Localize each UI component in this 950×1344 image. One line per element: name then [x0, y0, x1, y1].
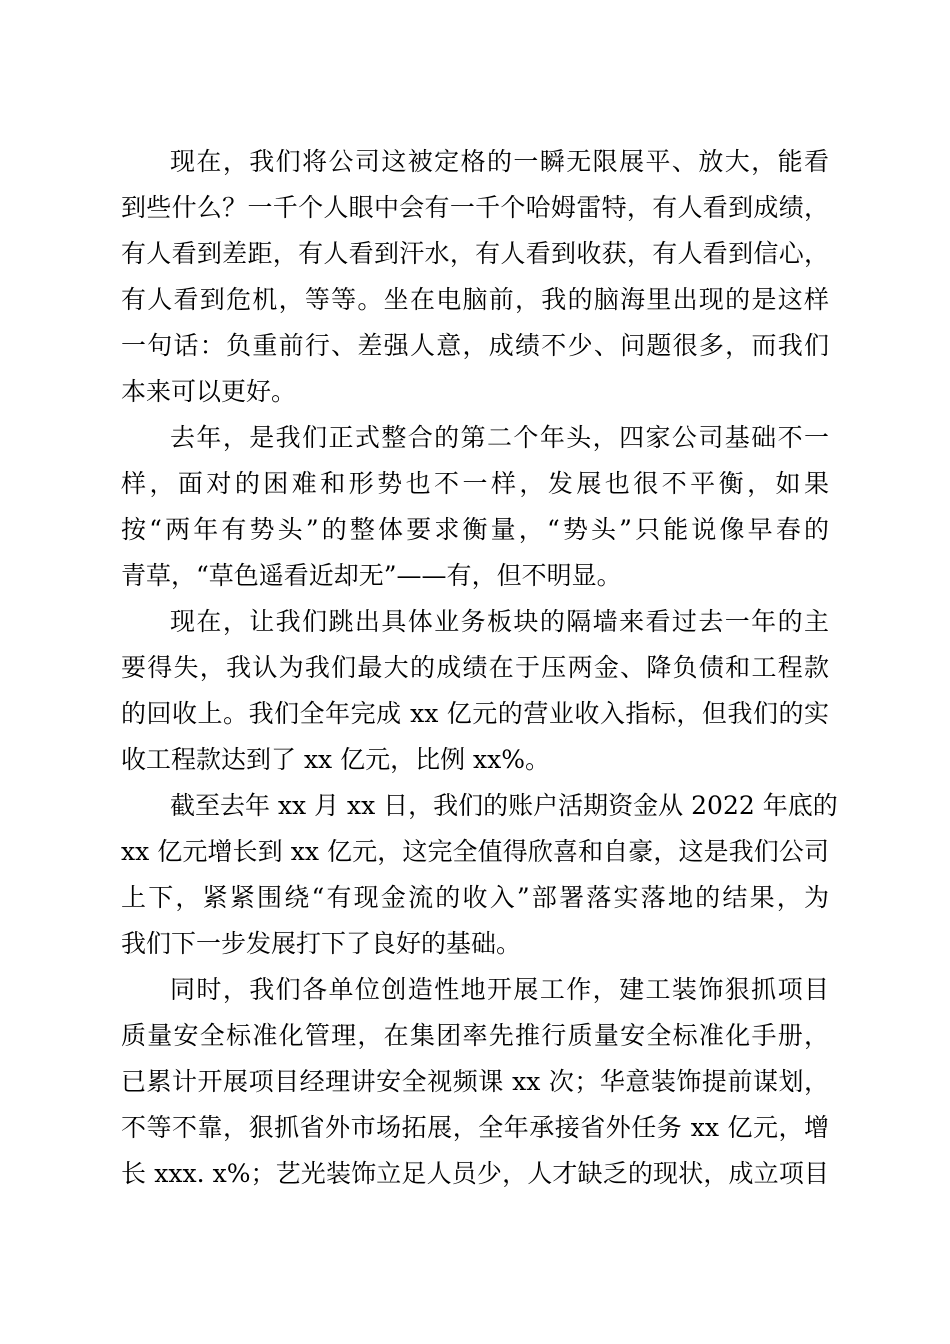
paragraph-1-line-5: 一句话：负重前行、差强人意，成绩不少、问题很多，而我们: [121, 331, 829, 360]
paragraph-4-line-3: 上下，紧紧围绕“有现金流的收入”部署落实落地的结果，为: [121, 883, 829, 912]
paragraph-1-line-1: 现在，我们将公司这被定格的一瞬无限展平、放大，能看: [170, 147, 829, 176]
paragraph-1-line-2: 到些什么？一千个人眼中会有一千个哈姆雷特，有人看到成绩，: [121, 193, 829, 222]
paragraph-4-line-4: 我们下一步发展打下了良好的基础。: [121, 929, 522, 958]
paragraph-3-line-1: 现在，让我们跳出具体业务板块的隔墙来看过去一年的主: [170, 607, 829, 636]
paragraph-5-line-2: 质量安全标准化管理，在集团率先推行质量安全标准化手册，: [121, 1021, 829, 1050]
paragraph-1-line-6: 本来可以更好。: [121, 377, 297, 406]
paragraph-1-line-3: 有人看到差距，有人看到汗水，有人看到收获，有人看到信心，: [121, 239, 829, 268]
paragraph-2-line-1: 去年，是我们正式整合的第二个年头，四家公司基础不一: [170, 423, 829, 452]
paragraph-5-line-3: 已累计开展项目经理讲安全视频课 xx 次；华意装饰提前谋划，: [121, 1067, 829, 1096]
paragraph-3-line-2: 要得失，我认为我们最大的成绩在于压两金、降负债和工程款: [121, 653, 829, 682]
paragraph-4-line-1: 截至去年 xx 月 xx 日，我们的账户活期资金从 2022 年底的: [170, 791, 838, 820]
paragraph-1-line-4: 有人看到危机，等等。坐在电脑前，我的脑海里出现的是这样: [121, 285, 829, 314]
paragraph-5-line-5: 长 xxx. x%；艺光装饰立足人员少，人才缺乏的现状，成立项目: [121, 1159, 829, 1188]
paragraph-2-line-4: 青草，“草色遥看近却无”——有，但不明显。: [121, 561, 622, 590]
paragraph-3-line-4: 收工程款达到了 xx 亿元，比例 xx%。: [121, 745, 550, 774]
paragraph-5-line-4: 不等不靠，狠抓省外市场拓展，全年承接省外任务 xx 亿元，增: [121, 1113, 829, 1142]
paragraph-2-line-2: 样，面对的困难和形势也不一样，发展也很不平衡，如果: [121, 469, 829, 498]
paragraph-3-line-3: 的回收上。我们全年完成 xx 亿元的营业收入指标，但我们的实: [121, 699, 829, 728]
paragraph-4-line-2: xx 亿元增长到 xx 亿元，这完全值得欣喜和自豪，这是我们公司: [121, 837, 829, 866]
paragraph-5-line-1: 同时，我们各单位创造性地开展工作，建工装饰狠抓项目: [170, 975, 829, 1004]
paragraph-2-line-3: 按“两年有势头”的整体要求衡量，“势头”只能说像早春的: [121, 515, 829, 544]
